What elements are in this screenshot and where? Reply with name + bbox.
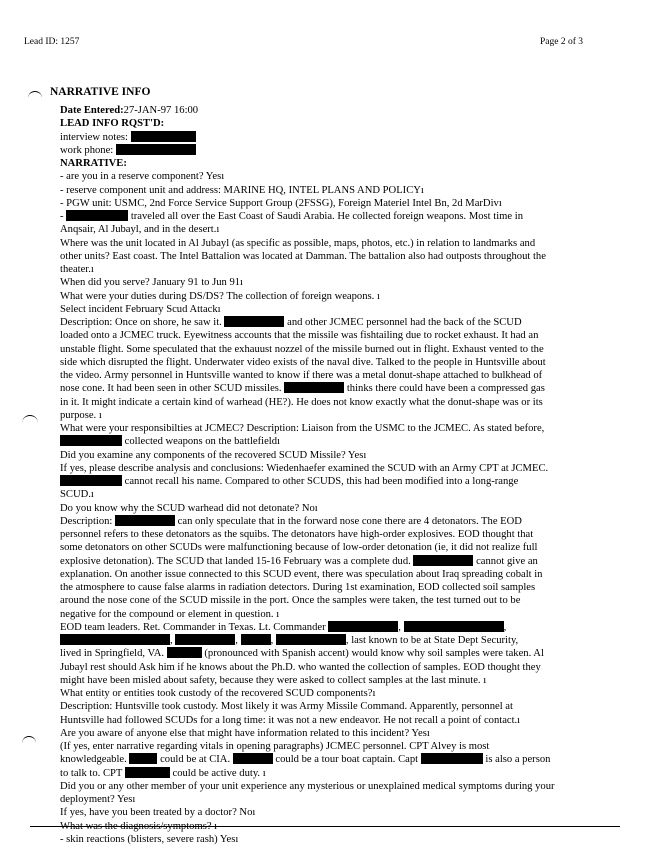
text-line bbox=[60, 223, 610, 236]
text-segment: , bbox=[235, 635, 241, 646]
text-line bbox=[60, 581, 610, 594]
text-line bbox=[60, 356, 610, 369]
text-segment: traveled all over the East Coast of Saudi Arabia. He collected foreign weapons. Most time in bbox=[128, 211, 523, 222]
text-line bbox=[60, 674, 610, 687]
page-number: Page 2 of 3 bbox=[540, 37, 584, 47]
text-line bbox=[60, 144, 610, 157]
text-segment: What were your responsibilties at JCMEC? Description: Liaison from the USMC to the JCMEC. As stated before, bbox=[60, 423, 545, 434]
text-segment: thinks there could have been a compressed gas bbox=[344, 383, 545, 395]
text-line bbox=[60, 250, 610, 263]
text-segment: cannot recall his name. Compared to other SCUDS, this had been modified into a long-range bbox=[122, 476, 519, 487]
text-segment: - skin reactions (blisters, severe rash) Yesı bbox=[60, 833, 239, 845]
text-line bbox=[60, 170, 610, 183]
text-segment: , last known to be at State Dept Security, bbox=[345, 635, 519, 646]
text-segment: (pronounced with Spanish accent) would know why soil samples were taken. Al bbox=[201, 648, 544, 660]
redaction-block bbox=[129, 753, 157, 764]
text-line bbox=[60, 409, 610, 422]
text-segment: Select incident February Scud Attackı bbox=[60, 303, 221, 315]
text-line bbox=[60, 263, 610, 276]
redaction-block bbox=[421, 753, 483, 764]
text-segment: Description: bbox=[60, 515, 116, 527]
text-line bbox=[60, 568, 610, 581]
text-line bbox=[60, 594, 610, 607]
text-segment: is also a person bbox=[482, 754, 551, 766]
text-segment: could be at CIA. bbox=[157, 754, 233, 766]
text-segment: If yes, have you been treated by a doctor? Noı bbox=[60, 807, 256, 819]
text-line bbox=[60, 237, 610, 250]
redaction-block bbox=[116, 144, 196, 155]
text-segment: some detonators on other SCUDs were malfunctioning because of low-order detonation (ie, it did not realize full bbox=[60, 542, 538, 554]
text-segment: knowledgeable. bbox=[60, 754, 130, 766]
text-line bbox=[60, 462, 610, 475]
text-line bbox=[60, 528, 610, 541]
text-line bbox=[60, 767, 610, 780]
text-segment: collected weapons on the battlefieldı bbox=[122, 436, 280, 448]
text-segment: might have been misled about safety, because they were asked to collect samples at the last minute. ı bbox=[60, 674, 487, 686]
text-line bbox=[60, 369, 610, 382]
text-line bbox=[60, 806, 610, 819]
text-segment: the video. Army personnel in Huntsville wanted to know if there was a metal donut-shape attached to bulkhead of bbox=[60, 370, 543, 381]
text-segment: , bbox=[398, 621, 404, 633]
text-segment: What was the diagnosis/symptoms? ı bbox=[60, 820, 218, 832]
text-line bbox=[60, 555, 610, 568]
text-segment: loaded onto a JCMEC truck. Eyewitness accounts that the missile was fishtailing due to rocket exhaust. It had an bbox=[60, 330, 539, 342]
text-line bbox=[60, 475, 610, 488]
text-segment: could be a tour boat captain. Capt bbox=[272, 754, 421, 766]
text-line bbox=[60, 329, 610, 342]
text-line bbox=[60, 753, 610, 766]
text-line bbox=[60, 502, 610, 515]
text-line bbox=[60, 382, 610, 395]
text-line bbox=[60, 714, 610, 727]
text-segment: , bbox=[270, 635, 276, 646]
text-line bbox=[60, 131, 610, 144]
redaction-block bbox=[276, 634, 346, 645]
text-line bbox=[60, 488, 610, 501]
text-line bbox=[60, 661, 610, 674]
text-segment: personnel refers to these detonators as the squibs. The detonators have high-order explosives. EOD thought that bbox=[60, 529, 534, 540]
redaction-block bbox=[115, 515, 175, 526]
text-segment: and other JCMEC personnel had the back of the SCUD bbox=[284, 317, 522, 328]
text-segment: unstable flight. Some speculated that the exhauust nozzel of the missile burned out in flight. Exhaust vented to the bbox=[60, 343, 544, 355]
redaction-block bbox=[60, 435, 122, 446]
text-segment: explosive detonation). The SCUD that landed 15-16 February was a complete dud. bbox=[60, 555, 414, 567]
text-segment: the atmosphere to cause false alarms in radiation detectors. During 1st examination, EOD collected soil samples bbox=[60, 582, 536, 593]
text-segment: - PGW unit: USMC, 2nd Force Service Support Group (2FSSG), Foreign Materiel Intel Bn, 2d MarDivı bbox=[60, 197, 502, 209]
text-segment: - reserve component unit and address: MARINE HQ, INTEL PLANS AND POLICYı bbox=[60, 184, 424, 196]
text-line bbox=[60, 700, 610, 713]
text-line bbox=[60, 780, 610, 793]
text-line bbox=[60, 793, 610, 806]
text-segment: purpose. ı bbox=[60, 409, 102, 421]
margin-mark bbox=[28, 91, 42, 100]
text-line bbox=[60, 435, 610, 448]
margin-mark bbox=[22, 736, 36, 745]
margin-mark bbox=[22, 415, 38, 424]
text-line bbox=[60, 608, 610, 621]
text-segment: , bbox=[170, 635, 176, 646]
text-segment: LEAD INFO RQST'D: bbox=[60, 118, 165, 130]
redaction-block bbox=[413, 555, 473, 566]
text-line bbox=[60, 634, 610, 647]
text-segment: Description: Huntsville took custody. Most likely it was Army Missile Command. Apparently, personnel at bbox=[60, 701, 513, 713]
redaction-block bbox=[125, 767, 170, 778]
text-segment: If yes, please describe analysis and conclusions: Wiedenhaefer examined the SCUD with an Army CPT at JCMEC. bbox=[60, 462, 549, 474]
text-line bbox=[60, 687, 610, 700]
text-line bbox=[60, 117, 610, 130]
text-segment: - bbox=[60, 211, 67, 222]
text-line bbox=[60, 104, 610, 117]
text-line bbox=[60, 343, 610, 356]
text-segment: side which disrupted the flight. Underwater video exists of the naval dive. Talked to the people in Huntsville about bbox=[60, 356, 546, 368]
text-line bbox=[60, 396, 610, 409]
text-segment: Huntsville had followed SCUDs for a long time: it was not a new endeavor. He not recall a point of contact.ı bbox=[60, 714, 521, 726]
section-title: NARRATIVE INFO bbox=[50, 86, 151, 98]
text-segment: work phone: bbox=[60, 144, 116, 156]
narrative-body bbox=[60, 104, 610, 846]
text-segment: Did you examine any components of the recovered SCUD Missile? Yesı bbox=[60, 449, 367, 461]
text-segment: Description: Once on shore, he saw it. bbox=[60, 317, 225, 328]
text-segment: can only speculate that in the forward nose cone there are 4 detonators. The EOD bbox=[175, 515, 522, 527]
redaction-block bbox=[175, 634, 235, 645]
text-line bbox=[60, 316, 610, 329]
text-segment: Jubayl rest should Ask him if he knows about the Ph.D. who wanted the collection of samples. EOD thought they bbox=[60, 661, 541, 673]
text-segment: Did you or any other member of your unit experience any mysterious or unexplained medical symptoms during your bbox=[60, 780, 555, 792]
text-segment: nose cone. It had been seen in other SCUD missiles. bbox=[60, 383, 285, 395]
text-segment: What entity or entities took custody of the recovered SCUD components?ı bbox=[60, 688, 376, 699]
text-line bbox=[60, 276, 610, 289]
redaction-block bbox=[224, 316, 284, 327]
text-segment: around the nose cone of the SCUD missile in the port. Once the samples were taken, the test turned out to be bbox=[60, 595, 521, 607]
redaction-block bbox=[131, 131, 196, 142]
footer-rule bbox=[30, 826, 620, 827]
text-segment: EOD team leaders. Ret. Commander in Texas. Lt. Commander bbox=[60, 621, 329, 633]
text-segment: deployment? Yesı bbox=[60, 794, 136, 805]
redaction-block bbox=[233, 753, 273, 764]
text-segment: 27-JAN-97 16:00 bbox=[123, 105, 199, 116]
text-line bbox=[60, 541, 610, 554]
text-segment: , bbox=[503, 621, 507, 633]
text-segment: (If yes, enter narrative regarding vitals in opening paragraphs) JCMEC personnel. CPT Alvey is most bbox=[60, 741, 490, 752]
redaction-block bbox=[60, 634, 170, 645]
text-line bbox=[60, 197, 610, 210]
text-segment: Are you aware of anyone else that might have information related to this incident? Yesı bbox=[60, 727, 430, 739]
text-line bbox=[60, 621, 610, 634]
text-segment: What were your duties during DS/DS? The collection of foreign weapons. ı bbox=[60, 290, 380, 302]
redaction-block bbox=[167, 647, 202, 658]
text-segment: interview notes: bbox=[60, 131, 131, 143]
text-segment: could be active duty. ı bbox=[169, 767, 266, 779]
text-line bbox=[60, 727, 610, 740]
text-line bbox=[60, 157, 610, 170]
text-segment: SCUD.ı bbox=[60, 489, 94, 501]
text-line bbox=[60, 740, 610, 753]
text-line bbox=[60, 422, 610, 435]
text-segment: - are you in a reserve component? Yesı bbox=[60, 171, 225, 183]
text-line bbox=[60, 290, 610, 303]
text-segment: explanation. On another issue connected to this SCUD event, there was speculation about Iraq spreading cobalt in bbox=[60, 568, 543, 580]
redaction-block bbox=[60, 475, 122, 486]
text-line bbox=[60, 210, 610, 223]
text-segment: theater.ı bbox=[60, 264, 94, 275]
redaction-block bbox=[284, 382, 344, 393]
text-segment: other units? East coast. The Intel Battalion was located at Damman. The battalion also had outposts throughout the bbox=[60, 250, 546, 262]
text-segment: Anqsair, Al Jubayl, and in the desert.ı bbox=[60, 224, 220, 236]
redaction-block bbox=[66, 210, 128, 221]
text-segment: When did you serve? January 91 to Jun 91ı bbox=[60, 277, 243, 289]
redaction-block bbox=[328, 621, 398, 632]
text-segment: Date Entered: bbox=[60, 105, 124, 116]
text-line bbox=[60, 833, 610, 846]
redaction-block bbox=[404, 621, 504, 632]
redaction-block bbox=[241, 634, 271, 645]
text-segment: NARRATIVE: bbox=[60, 158, 127, 169]
text-segment: Where was the unit located in Al Jubayl (as specific as possible, maps, photos, etc.) in relation to landmarks and bbox=[60, 237, 536, 249]
text-segment: Do you know why the SCUD warhead did not detonate? Noı bbox=[60, 502, 318, 514]
text-segment: to talk to. CPT bbox=[60, 767, 125, 779]
text-segment: in it. It might indicate a certain kind of warhead (HE?). He does not know exactly what the donut-shape was or its bbox=[60, 396, 543, 408]
text-segment: cannot give an bbox=[473, 555, 538, 567]
text-segment: negative for the compound or element in question. ı bbox=[60, 608, 280, 620]
text-line bbox=[60, 303, 610, 316]
text-line bbox=[60, 515, 610, 528]
text-line bbox=[60, 647, 610, 660]
text-line bbox=[60, 184, 610, 197]
text-segment: lived in Springfield, VA. bbox=[60, 648, 167, 660]
text-line bbox=[60, 449, 610, 462]
lead-id: Lead ID: 1257 bbox=[24, 37, 80, 47]
